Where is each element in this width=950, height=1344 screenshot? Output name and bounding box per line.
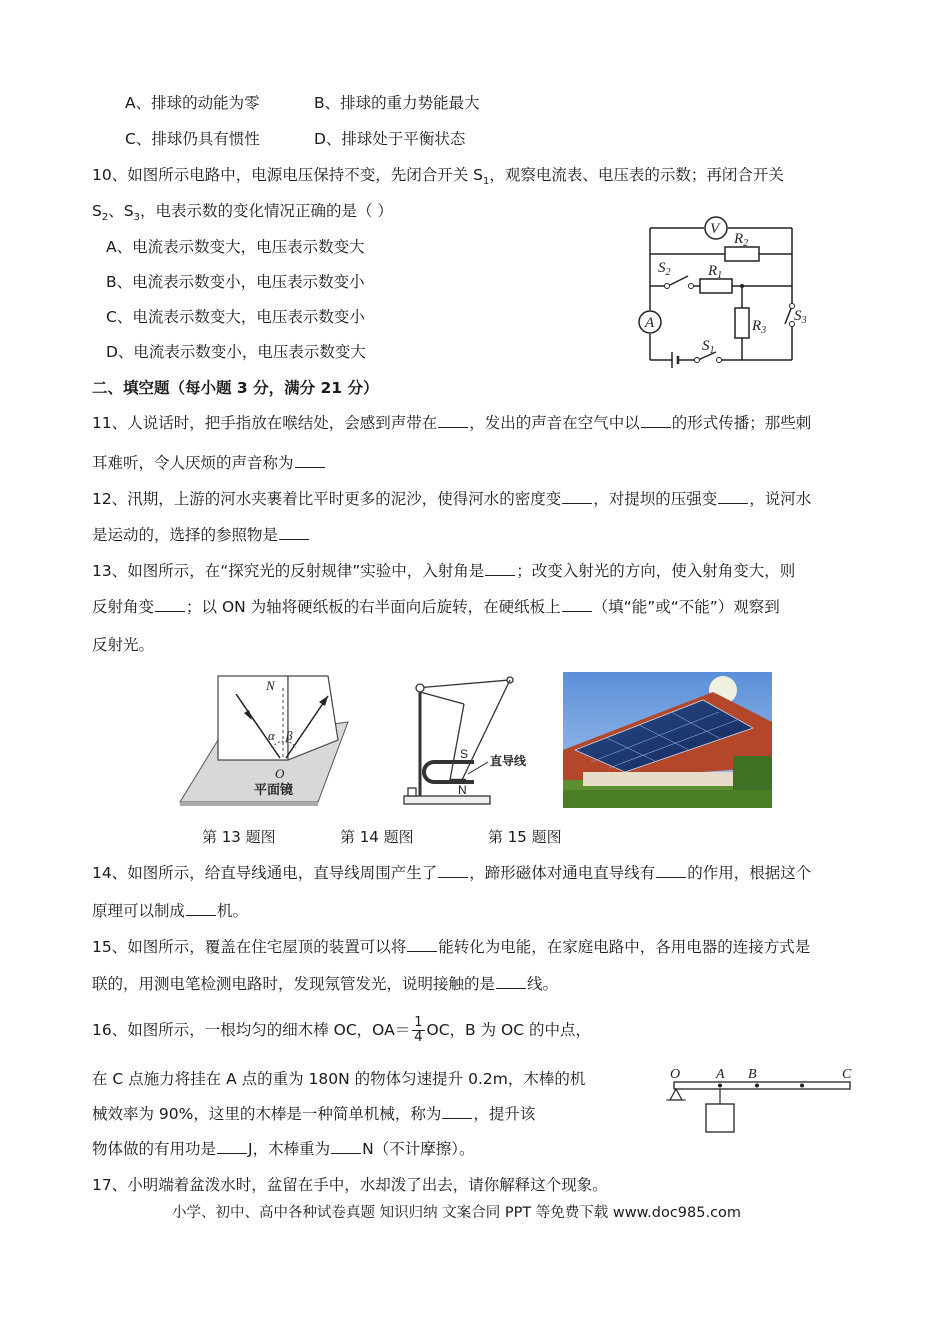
q13-line3: 反射光。 bbox=[92, 636, 155, 654]
fig14-n-label: N bbox=[458, 783, 467, 797]
lever-diagram bbox=[662, 1062, 862, 1140]
q10-stem-line2: $S_2$、$S_3$，电表示数的变化情况正确的是（ ） bbox=[92, 202, 393, 224]
q14-line1: 14、如图所示，给直导线通电，直导线周围产生了 ，蹄形磁体对通电直导线有 的作用，根据这个 bbox=[92, 864, 812, 882]
caption-fig14: 第 14 题图 bbox=[340, 828, 414, 846]
caption-fig13: 第 13 题图 bbox=[202, 828, 276, 846]
r3-label: $R_3$ bbox=[752, 318, 767, 336]
q15-line1: 15、如图所示，覆盖在住宅屋顶的装置可以将 能转化为电能，在家庭电路中，各用电器的连接方式是 bbox=[92, 938, 811, 956]
q16-line1: 16、如图所示，一根均匀的细木棒 OC，OA＝ $\frac{1}{4}$ OC，B 为 OC 的中点， bbox=[92, 1015, 591, 1045]
q16-line3: 械效率为 90%，这里的木棒是一种简单机械，称为 ，提升该 bbox=[92, 1105, 536, 1123]
q10-option-a: A、电流表示数变大，电压表示数变大 bbox=[106, 238, 365, 256]
q9-option-d: D、排球处于平衡状态 bbox=[314, 130, 466, 148]
s3-label: $S_3$ bbox=[794, 308, 807, 326]
s2-label: $S_2$ bbox=[658, 260, 671, 278]
q10-option-c: C、电流表示数变大，电压表示数变小 bbox=[106, 308, 365, 326]
caption-fig15: 第 15 题图 bbox=[488, 828, 562, 846]
q15-line2: 联的，用测电笔检测电路时，发现氖管发光，说明接触的是 线。 bbox=[92, 975, 559, 993]
fig14-wire-label: 直导线 bbox=[490, 754, 527, 768]
lever-b-label: B bbox=[748, 1067, 757, 1082]
fig14-wire-magnet-diagram bbox=[400, 670, 540, 810]
q13-line1: 13、如图所示，在“探究光的反射规律”实验中，入射角是 ；改变入射光的方向，使入射角变大，则 bbox=[92, 562, 796, 580]
fig13-n-label: N bbox=[266, 678, 275, 693]
fraction-one-quarter: $\frac{1}{4}$ bbox=[414, 1015, 423, 1045]
q12-line2: 是运动的，选择的参照物是 bbox=[92, 524, 310, 546]
fig13-reflection-diagram bbox=[178, 670, 353, 810]
ammeter-label: A bbox=[645, 315, 655, 331]
q10-option-d: D、电流表示数变小，电压表示数变大 bbox=[106, 343, 366, 361]
r1-label: $R_1$ bbox=[708, 263, 723, 281]
q16-line4: 物体做的有用功是 J，木棒重为 N（不计摩擦）。 bbox=[92, 1140, 475, 1158]
lever-a-label: A bbox=[716, 1067, 725, 1082]
q11-line1: 11、人说话时，把手指放在喉结处，会感到声带在 ，发出的声音在空气中以 的形式传播；那些刺 bbox=[92, 414, 812, 432]
circuit-diagram bbox=[630, 210, 815, 375]
fig13-mirror-label: 平面镜 bbox=[254, 783, 294, 798]
q17-text: 17、小明端着盆泼水时，盆留在手中，水却泼了出去，请你解释这个现象。 bbox=[92, 1176, 608, 1194]
s1-label: $S_1$ bbox=[702, 338, 715, 356]
q12-line1: 12、汛期，上游的河水夹裹着比平时更多的泥沙，使得河水的密度变 ，对提坝的压强变 ，说河水 bbox=[92, 490, 812, 508]
lever-o-label: O bbox=[670, 1067, 681, 1082]
fig13-beta-label: β bbox=[286, 728, 293, 743]
r2-label: $R_2$ bbox=[734, 231, 749, 249]
q10-stem-line1: 10、如图所示电路中，电源电压保持不变，先闭合开关 $S_1$，观察电流表、电压表的示数；再闭合开关 bbox=[92, 166, 784, 188]
q16-line2: 在 C 点施力将挂在 A 点的重为 180N 的物体匀速提升 0.2m，木棒的机 bbox=[92, 1070, 586, 1088]
fig13-alpha-label: α bbox=[268, 728, 275, 743]
q11-line2: 耳难听，令人厌烦的声音称为 bbox=[92, 452, 326, 474]
fig14-s-label: S bbox=[460, 747, 469, 761]
q14-line2: 原理可以制成 机。 bbox=[92, 902, 249, 920]
q10-option-b: B、电流表示数变小，电压表示数变小 bbox=[106, 273, 365, 291]
q9-option-b: B、排球的重力势能最大 bbox=[314, 94, 480, 112]
fig15-solar-roof-photo bbox=[563, 672, 772, 808]
q9-option-a: A、排球的动能为零 bbox=[125, 94, 260, 112]
section-heading: 二、填空题（每小题 3 分，满分 21 分） bbox=[92, 379, 379, 397]
q13-line2: 反射角变 ；以 ON 为轴将硬纸板的右半面向后旋转，在硬纸板上 （填“能”或“不能”）观察到 bbox=[92, 598, 780, 616]
page-footer: 小学、初中、高中各种试卷真题 知识归纳 文案合同 PPT 等免费下载 www.doc985.com bbox=[172, 1205, 742, 1221]
voltmeter-label: V bbox=[710, 221, 720, 237]
fig13-o-label: O bbox=[275, 766, 285, 781]
lever-c-label: C bbox=[842, 1067, 852, 1082]
q9-option-c: C、排球仍具有惯性 bbox=[125, 130, 260, 148]
